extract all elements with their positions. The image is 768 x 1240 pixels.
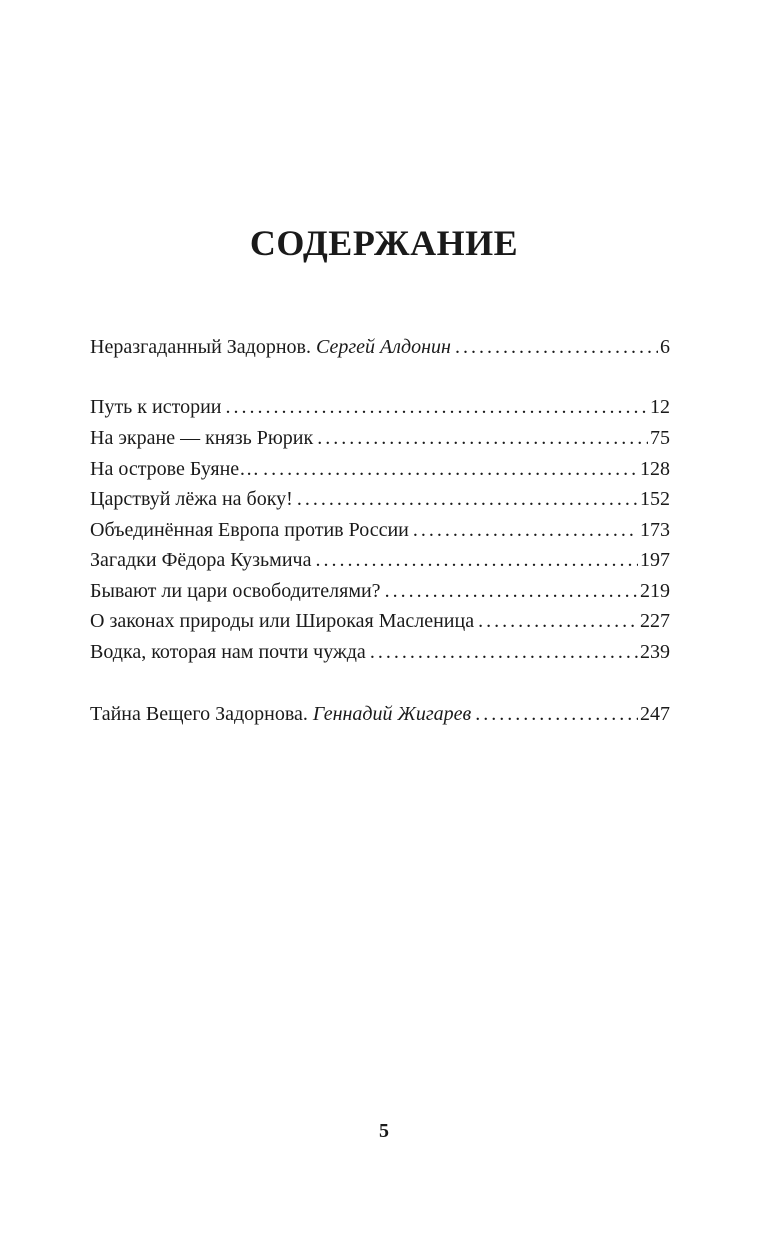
toc-entry-title	[90, 699, 471, 729]
toc-entry-title: О законах природы или Широкая Масленица	[90, 610, 475, 632]
toc-entry-title: Царствуй лёжа на боку!	[90, 488, 293, 510]
toc-entry-title: На экране — князь Рюрик	[90, 427, 314, 449]
toc-entry-intro	[90, 332, 670, 362]
toc-entry-page: 227	[640, 610, 670, 632]
toc-entry-page: 239	[640, 641, 670, 663]
toc-entry-author: Сергей Алдонин	[316, 336, 451, 358]
toc-entry-title-text: Тайна Вещего Задорнова.	[90, 703, 313, 725]
toc-dot-leader	[475, 699, 638, 729]
toc-dot-leader	[385, 576, 638, 606]
toc-entry-chapter	[90, 392, 670, 422]
toc-dot-leader	[317, 423, 648, 453]
toc-entry-chapter	[90, 606, 670, 636]
toc-entry-chapter	[90, 423, 670, 453]
toc-entry-title-text: Неразгаданный Задорнов.	[90, 336, 316, 358]
toc-dot-leader	[413, 515, 638, 545]
toc-dot-leader	[370, 637, 638, 667]
toc-entry-page: 6	[660, 336, 670, 358]
toc-entry-page: 219	[640, 580, 670, 602]
toc-entry-page: 173	[640, 519, 670, 541]
toc-entry-chapter	[90, 637, 670, 667]
toc-entry-author: Геннадий Жигарев	[312, 703, 472, 725]
toc-dot-leader	[297, 484, 638, 514]
page-title: СОДЕРЖАНИЕ	[249, 223, 519, 264]
toc-entry-page: 12	[650, 396, 670, 418]
toc-entry-page: 247	[640, 703, 670, 725]
toc-entry-chapter	[90, 576, 670, 606]
toc-entry-title: Водка, которая нам почти чужда	[90, 641, 366, 663]
toc-dot-leader	[315, 545, 638, 575]
toc-entry-page: 197	[640, 549, 670, 571]
toc-entry-afterword	[90, 699, 670, 729]
toc-entry-title: На острове Буяне…	[90, 458, 260, 480]
toc-dot-leader	[263, 454, 638, 484]
toc-dot-leader	[225, 392, 648, 422]
toc-entry-title: Бывают ли цари освободителями?	[90, 580, 381, 602]
toc-entry-title: Путь к истории	[90, 396, 222, 418]
toc-entry-chapter	[90, 454, 670, 484]
toc-entry-chapter	[90, 545, 670, 575]
toc-entry-page: 128	[640, 458, 670, 480]
toc-entry-title: Объединённая Европа против России	[90, 519, 409, 541]
toc-entry-chapter	[90, 484, 670, 514]
toc-dot-leader	[478, 606, 638, 636]
toc-entry-chapter	[90, 515, 670, 545]
toc-dot-leader	[455, 332, 658, 362]
page-number: 5	[379, 1120, 389, 1142]
toc-entry-title: Загадки Фёдора Кузьмича	[90, 549, 312, 571]
toc-entry-title	[90, 332, 451, 362]
toc-entry-page: 75	[650, 427, 670, 449]
toc-entry-page: 152	[640, 488, 670, 510]
